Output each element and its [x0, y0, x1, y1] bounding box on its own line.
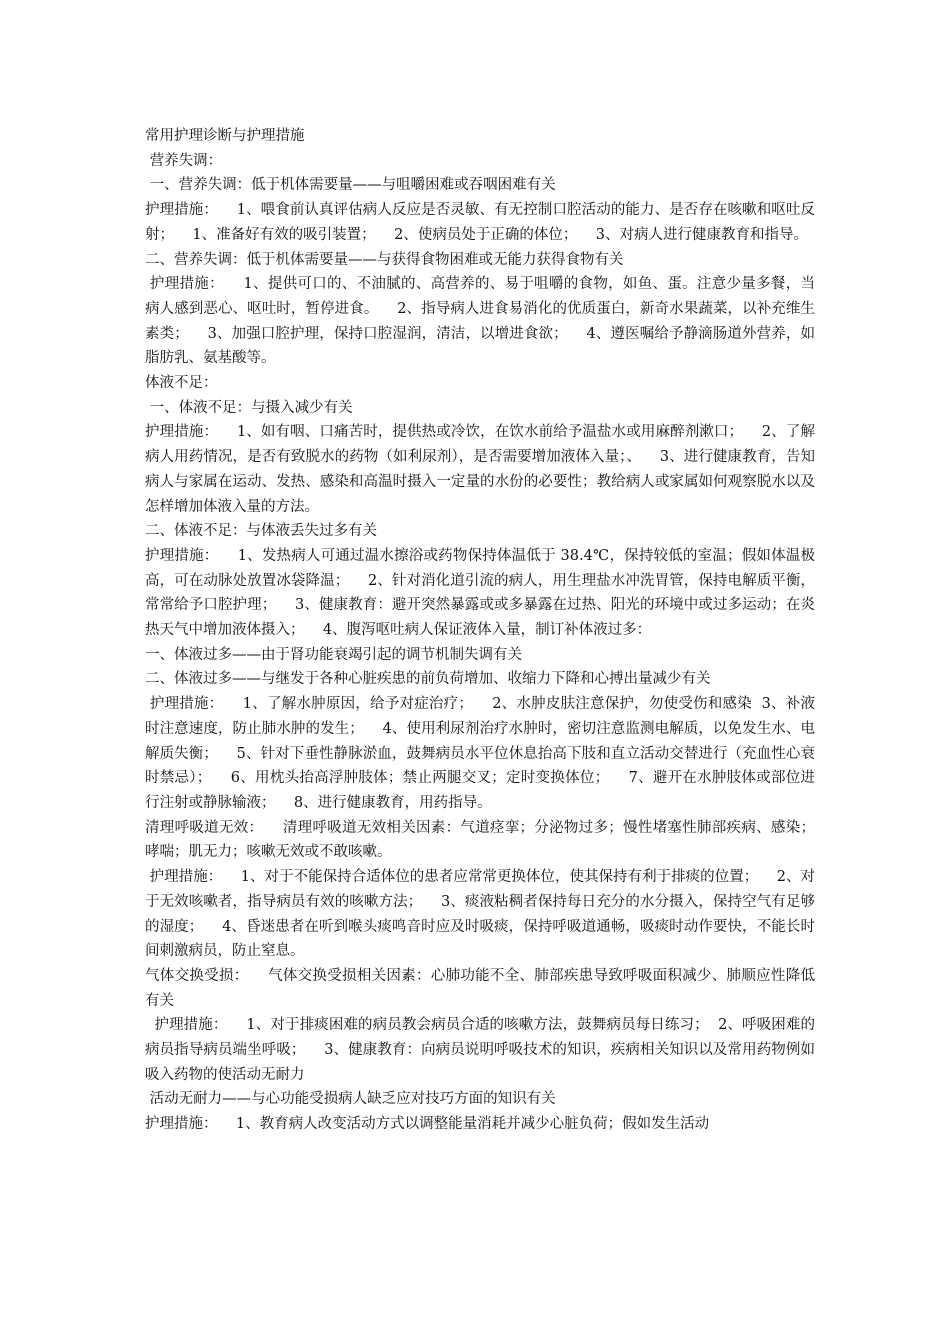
section-heading: 体液不足： [145, 375, 218, 392]
document-body [145, 124, 815, 1137]
nursing-measures-paragraph: 护理措施： 1、如有咽、口痛苦时，提供热或冷饮，在饮水前给予温盐水或用麻醉剂漱口； 2、了解病人用药情况，是否有致脱水的药物（如利尿剂），是否需要增加液体入量；、 3、进行健康教育，告知病人与家属在运动、发热、感染和高温时摄入一定量的水份的必要性；教给病人或家属如何观察脱水以及怎样增加体液入量的方法。 [145, 424, 815, 515]
nursing-measures-paragraph: 护理措施： 1、喂食前认真评估病人反应是否灵敏、有无控制口腔活动的能力、是否存在咳嗽和呕吐反射； 1、准备好有效的吸引装置； 2、使病员处于正确的体位； 3、对病人进行健康教育和指导。 [145, 202, 815, 243]
nursing-measures-paragraph: 护理措施： 1、提供可口的、不油腻的、高营养的、易于咀嚼的食物，如鱼、蛋。注意少量多餐，当病人感到恶心、呕吐时，暂停进食。 2、指导病人进食易消化的优质蛋白，新奇水果蔬菜，以补充维生素类； 3、加强口腔护理，保持口腔湿润，清洁，以增进食欲； 4、遵医嘱给予静滴肠道外营养，如脂肪乳、氨基酸等。 [145, 276, 815, 367]
section-paragraph: 清理呼吸道无效： 清理呼吸道无效相关因素：气道痉挛；分泌物过多；慢性堵塞性肺部疾病、感染；哮喘；肌无力；咳嗽无效或不敢咳嗽。 [145, 819, 815, 861]
subsection-heading: 一、体液过多——由于肾功能衰竭引起的调节机制失调有关 [145, 646, 522, 663]
nursing-measures-paragraph: 护理措施： 1、发热病人可通过温水擦浴或药物保持体温低于 38.4℃，保持较低的室温；假如体温极高，可在动脉处放置冰袋降温； 2、针对消化道引流的病人，用生理盐水冲洗胃管，保持电解质平衡，常常给予口腔护理； 3、健康教育：避开突然暴露或或多暴露在过热、阳光的环境中或过多运动；在炎热天气中增加液体摄入； 4、腹泻呕吐病人保证液体入量，制订补体液过多： [145, 547, 815, 639]
nursing-measures-paragraph: 护理措施： 1、对于不能保持合适体位的患者应常常更换体位，使其保持有利于排痰的位置； 2、对于无效咳嗽者，指导病员有效的咳嗽方法； 3、痰液粘稠者保持每日充分的水分摄入，保持空气有足够的湿度； 4、昏迷患者在听到喉头痰鸣音时应及时吸痰，保持呼吸道通畅，吸痰时动作要快，不能长时间刺激病员，防止窒息。 [145, 869, 816, 960]
subsection-heading: 活动无耐力——与心功能受损病人缺乏应对技巧方面的知识有关 [145, 1091, 556, 1108]
subsection-heading: 二、营养失调：低于机体需要量——与获得食物困难或无能力获得食物有关 [145, 251, 624, 268]
subsection-heading: 一、营养失调：低于机体需要量——与咀嚼困难或吞咽困难有关 [145, 177, 556, 194]
subsection-heading: 二、体液不足：与体液丢失过多有关 [145, 523, 377, 540]
subsection-heading: 一、体液不足：与摄入减少有关 [145, 399, 353, 416]
nursing-measures-paragraph: 护理措施： 1、教育病人改变活动方式以调整能量消耗并减少心脏负荷；假如发生活动 [145, 1116, 710, 1133]
section-paragraph: 气体交换受损： 气体交换受损相关因素：心肺功能不全、肺部疾患导致呼吸面积减少、肺顺应性降低有关 [145, 967, 815, 1009]
section-heading: 营养失调： [145, 152, 223, 169]
nursing-measures-paragraph: 护理措施： 1、了解水肿原因，给予对症治疗； 2、水肿皮肤注意保护，勿使受伤和感染 3、补液时注意速度，防止肺水肿的发生； 4、使用利尿剂治疗水肿时，密切注意监测电解质，以免发生水、电解质失衡； 5、针对下垂性静脉淤血，鼓舞病员水平位休息抬高下肢和直立活动交替进行（充血性心衰时禁忌）； 6、用枕头抬高浮肿肢体；禁止两腿交叉；定时变换体位； 7、避开在水肿肢体或部位进行注射或静脉输液； 8、进行健康教育，用药指导。 [145, 696, 816, 811]
document-title: 常用护理诊断与护理措施 [145, 128, 305, 144]
subsection-heading: 二、体液过多——与继发于各种心脏疾患的前负荷增加、收缩力下降和心搏出量减少有关 [145, 671, 711, 688]
nursing-measures-paragraph: 护理措施： 1、对于排痰困难的病员教会病员合适的咳嗽方法，鼓舞病员每日练习； 2、呼吸困难的病员指导病员端坐呼吸； 3、健康教育：向病员说明呼吸技术的知识，疾病相关知识以及常用药物例如吸入药物的使活动无耐力 [145, 1017, 815, 1083]
